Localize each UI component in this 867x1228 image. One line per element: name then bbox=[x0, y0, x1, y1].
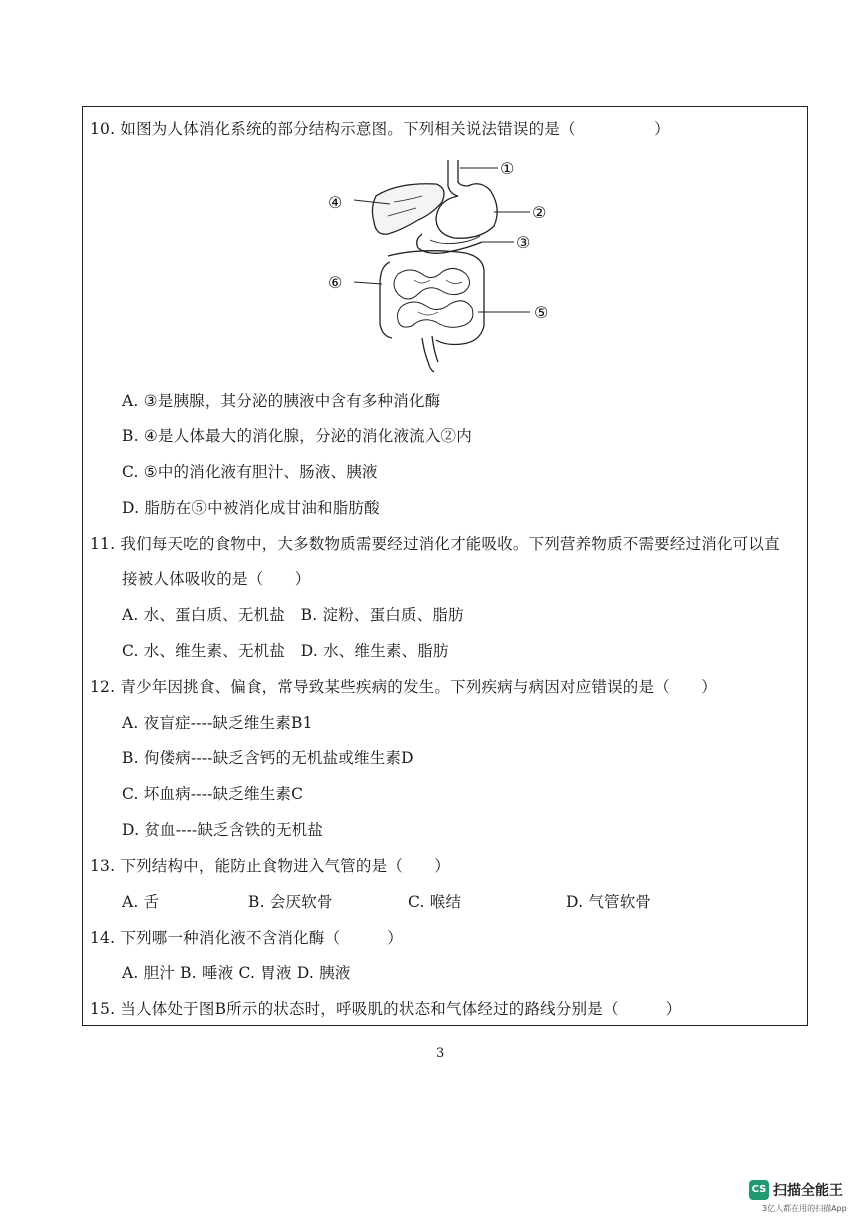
question-13-option-c: C. 喉结 bbox=[408, 893, 462, 911]
figure-label-6: ⑥ bbox=[328, 273, 343, 292]
question-12-option-a: A. 夜盲症----缺乏维生素B1 bbox=[122, 714, 313, 732]
figure-label-5: ⑤ bbox=[534, 303, 549, 322]
question-12-stem: 12. 青少年因挑食、偏食，常导致某些疾病的发生。下列疾病与病因对应错误的是（ ） bbox=[90, 678, 717, 696]
figure-label-2: ② bbox=[532, 203, 547, 222]
question-11-options-row1: A. 水、蛋白质、无机盐 B. 淀粉、蛋白质、脂肪 bbox=[122, 606, 464, 624]
question-11-options-row2: C. 水、维生素、无机盐 D. 水、维生素、脂肪 bbox=[122, 642, 449, 660]
scanner-app-name: 扫描全能王 bbox=[773, 1183, 843, 1199]
scanner-logo-icon: CS bbox=[749, 1180, 769, 1200]
question-14-stem: 14. 下列哪一种消化液不含消化酶（ ） bbox=[90, 929, 403, 947]
question-11-stem-line2: 接被人体吸收的是（ ） bbox=[122, 570, 311, 588]
digestive-system-diagram bbox=[318, 156, 568, 378]
question-10-option-b: B. ④是人体最大的消化腺，分泌的消化液流入②内 bbox=[122, 427, 472, 445]
question-12-option-c: C. 坏血病----缺乏维生素C bbox=[122, 785, 304, 803]
scanner-app-tagline: 3亿人都在用的扫描App bbox=[762, 1204, 847, 1213]
question-10-stem: 10. 如图为人体消化系统的部分结构示意图。下列相关说法错误的是（ ） bbox=[90, 120, 670, 138]
question-10-option-a: A. ③是胰腺，其分泌的胰液中含有多种消化酶 bbox=[122, 392, 441, 410]
question-13-stem: 13. 下列结构中，能防止食物进入气管的是（ ） bbox=[90, 857, 451, 875]
question-10-option-c: C. ⑤中的消化液有胆汁、肠液、胰液 bbox=[122, 463, 378, 481]
figure-label-3: ③ bbox=[516, 233, 531, 252]
question-15-stem: 15. 当人体处于图B所示的状态时，呼吸肌的状态和气体经过的路线分别是（ ） bbox=[90, 1000, 682, 1018]
figure-label-4: ④ bbox=[328, 193, 343, 212]
question-11-stem-line1: 11. 我们每天吃的食物中，大多数物质需要经过消化才能吸收。下列营养物质不需要经过消化可以直 bbox=[90, 535, 780, 553]
question-13-option-d: D. 气管软骨 bbox=[566, 893, 652, 911]
question-13-option-b: B. 会厌软骨 bbox=[248, 893, 333, 911]
question-12-option-d: D. 贫血----缺乏含铁的无机盐 bbox=[122, 821, 324, 839]
page-number: 3 bbox=[436, 1046, 445, 1061]
question-13-option-a: A. 舌 bbox=[122, 893, 160, 911]
question-14-options: A. 胆汁 B. 唾液 C. 胃液 D. 胰液 bbox=[122, 964, 351, 982]
question-12-option-b: B. 佝偻病----缺乏含钙的无机盐或维生素D bbox=[122, 749, 414, 767]
question-10-option-d: D. 脂肪在⑤中被消化成甘油和脂肪酸 bbox=[122, 499, 380, 517]
figure-label-1: ① bbox=[500, 159, 515, 178]
